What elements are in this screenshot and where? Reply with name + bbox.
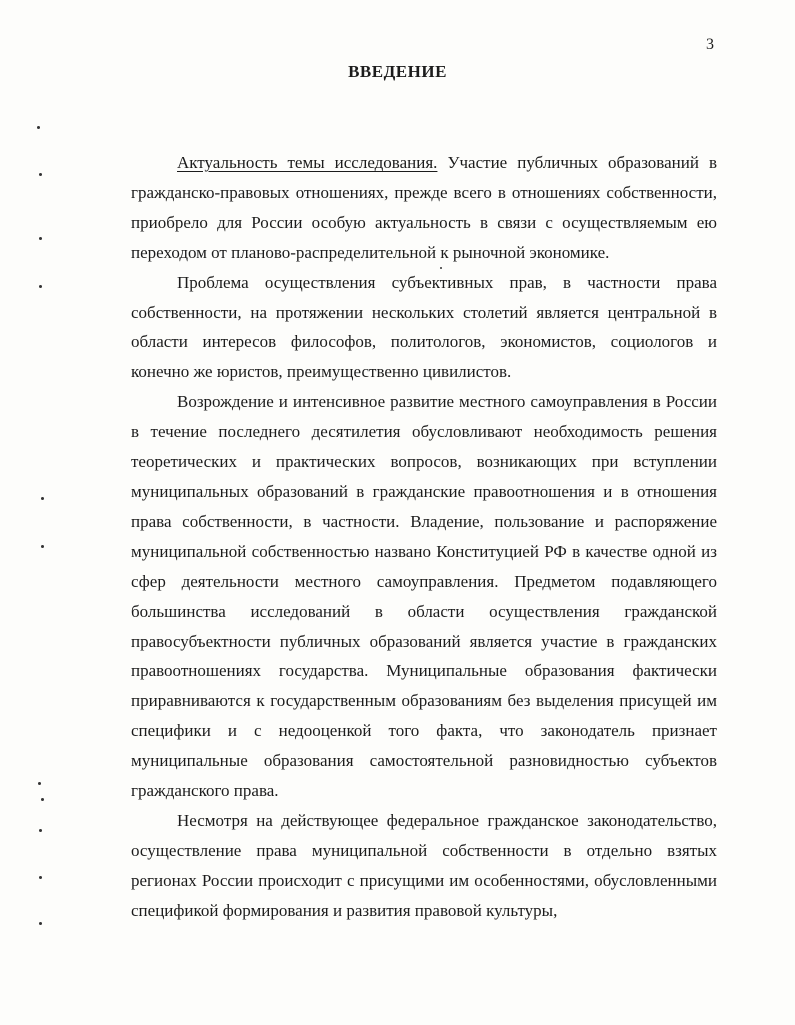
paragraph-relevance	[131, 148, 717, 268]
scan-speck	[440, 267, 442, 269]
section-title: ВВЕДЕНИЕ	[348, 62, 447, 81]
scan-speck	[39, 173, 42, 176]
scan-speck	[39, 922, 42, 925]
paragraph: Возрождение и интенсивное развитие местного самоуправления в России в течение последнего десятилетия обусловливают необходимость решения теоретических и практических вопросов, возникающих при вступлении муниципальных образований в гражданские правоотношения и в отношения права собственности, в частности. Владение, пользование и распоряжение муниципальной собственностью названо Конституцией РФ в качестве одной из сфер деятельности местного самоуправления. Предметом подавляющего большинства исследований в области осуществления гражданской правосубъектности публичных образований является участие в гражданских правоотношениях государства. Муниципальные образования фактически приравниваются к государственным образованиям без выделения присущей им специфики и с недооценкой того факта, что законодатель признает муниципальные образования самостоятельной разновидностью субъектов гражданского права.	[131, 392, 717, 801]
scan-speck	[41, 798, 44, 801]
scan-speck	[39, 237, 42, 240]
page-number: 3	[706, 36, 714, 53]
paragraph: Несмотря на действующее федеральное гражданское законодательство, осуществление права муниципальной собственности в отдельно взятых регионах России происходит с присущими им особенностями, обусловленными спецификой формирования и развития правовой культуры,	[131, 810, 717, 920]
paragraph-text: Участие публичных образований в гражданско-правовых отношениях, прежде всего в отношениях собственности, приобрело для России особую актуальность в связи с осуществляемым ею переходом от планово-распределительной к рыночной экономике.	[131, 153, 717, 262]
scan-speck	[38, 782, 41, 785]
scan-speck	[41, 497, 44, 500]
paragraph: Проблема осуществления субъективных прав, в частности права собственности, на протяжении нескольких столетий является центральной в области интересов философов, политологов, экономистов, социологов и конечно же юристов, преимущественно цивилистов.	[131, 272, 717, 382]
body-text	[131, 148, 717, 926]
scan-speck	[39, 876, 42, 879]
scan-speck	[39, 829, 42, 832]
scan-speck	[41, 545, 44, 548]
scan-speck	[37, 126, 40, 129]
scan-speck	[39, 285, 42, 288]
relevance-heading: Актуальность темы исследования.	[177, 153, 438, 172]
